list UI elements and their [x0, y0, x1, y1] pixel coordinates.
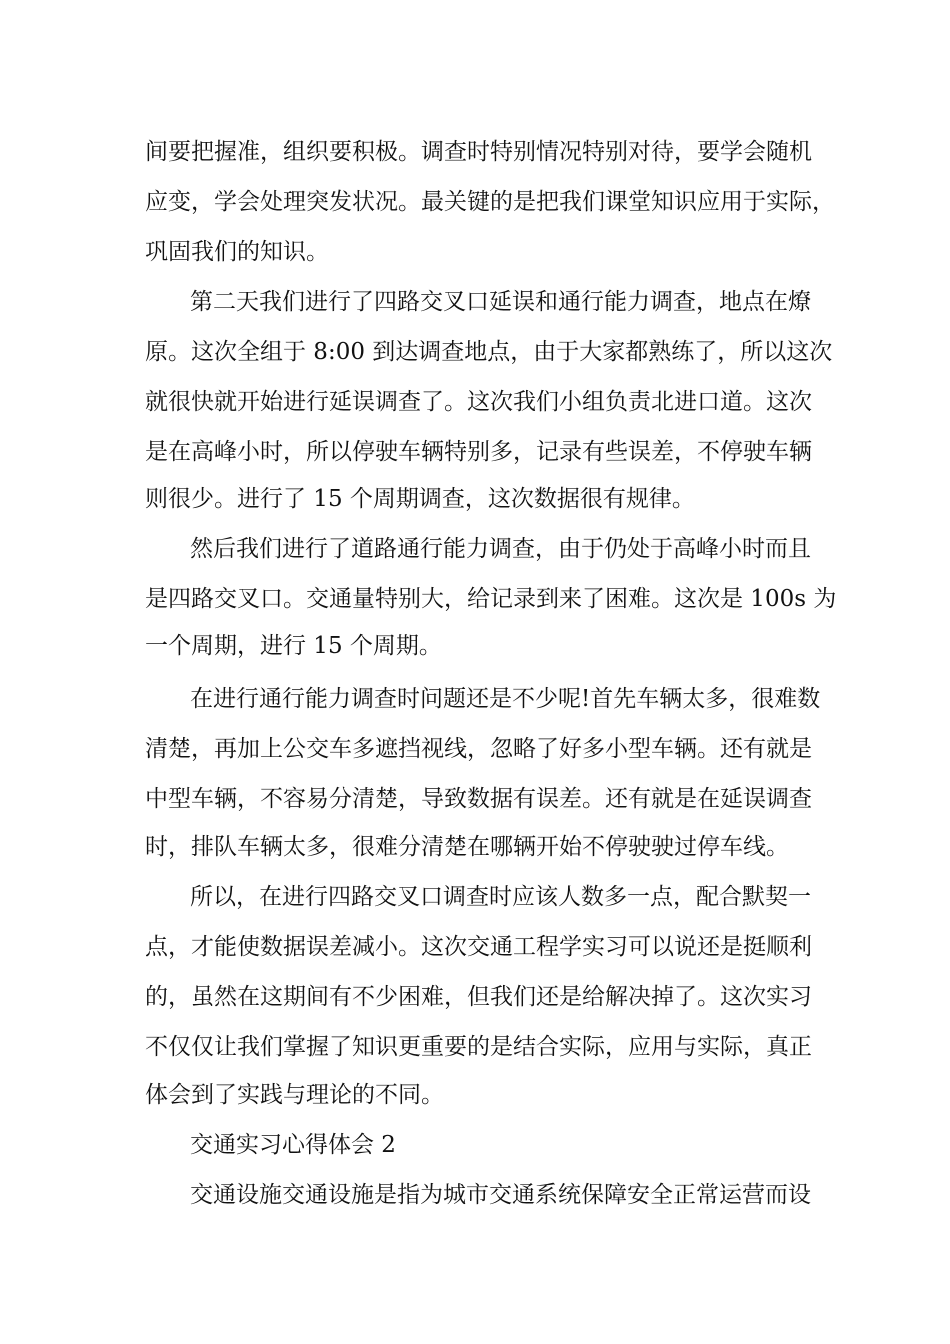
text-line	[0, 724, 950, 774]
line-text: 然后我们进行了道路通行能力调查，由于仍处于高峰小时而且	[190, 536, 811, 562]
line-text: 第二天我们进行了四路交叉口延误和通行能力调查，地点在燎	[190, 289, 811, 315]
text-line	[0, 1022, 950, 1072]
line-text: 应变，学会处理突发状况。最关键的是把我们课堂知识应用于实际，	[145, 189, 835, 215]
text-line	[0, 377, 950, 427]
line-text: 时，排队车辆太多，很难分清楚在哪辆开始不停驶驶过停车线。	[145, 834, 789, 860]
text-line	[0, 674, 950, 724]
section-heading-text: 交通实习心得体会 2	[190, 1132, 396, 1158]
text-line	[0, 277, 950, 327]
text-line	[0, 774, 950, 824]
text-line	[0, 524, 950, 574]
line-text: 不仅仅让我们掌握了知识更重要的是结合实际，应用与实际，真正	[145, 1034, 812, 1060]
text-line	[0, 972, 950, 1022]
text-line	[0, 1170, 950, 1220]
line-text: 就很快就开始进行延误调查了。这次我们小组负责北进口道。这次	[145, 389, 812, 415]
text-line	[0, 127, 950, 177]
text-line	[0, 427, 950, 477]
text-line	[0, 872, 950, 922]
line-text: 的，虽然在这期间有不少困难，但我们还是给解决掉了。这次实习	[145, 984, 812, 1010]
text-line	[0, 474, 950, 524]
line-text: 原。这次全组于 8:00 到达调查地点，由于大家都熟练了，所以这次	[145, 339, 833, 365]
line-text: 一个周期，进行 15 个周期。	[145, 633, 442, 659]
line-text: 所以，在进行四路交叉口调查时应该人数多一点，配合默契一	[190, 884, 811, 910]
section-heading	[0, 1120, 950, 1170]
line-text: 是四路交叉口。交通量特别大，给记录到来了困难。这次是 100s 为	[145, 586, 837, 612]
text-line	[0, 227, 950, 277]
line-text: 巩固我们的知识。	[145, 239, 329, 265]
line-text: 体会到了实践与理论的不同。	[145, 1082, 444, 1108]
text-line	[0, 574, 950, 624]
text-line	[0, 1070, 950, 1120]
line-text: 间要把握准，组织要积极。调查时特别情况特别对待，要学会随机	[145, 139, 812, 165]
text-line	[0, 177, 950, 227]
text-line	[0, 327, 950, 377]
line-text: 中型车辆，不容易分清楚，导致数据有误差。还有就是在延误调查	[145, 786, 812, 812]
line-text: 点，才能使数据误差减小。这次交通工程学实习可以说还是挺顺利	[145, 934, 812, 960]
line-text: 是在高峰小时，所以停驶车辆特别多，记录有些误差，不停驶车辆	[145, 439, 812, 465]
line-text: 则很少。进行了 15 个周期调查，这次数据很有规律。	[145, 486, 695, 512]
line-text: 清楚，再加上公交车多遮挡视线，忽略了好多小型车辆。还有就是	[145, 736, 812, 762]
text-line	[0, 621, 950, 671]
text-line	[0, 922, 950, 972]
line-text: 在进行通行能力调查时问题还是不少呢!首先车辆太多，很难数	[190, 686, 821, 712]
text-line	[0, 822, 950, 872]
line-text: 交通设施交通设施是指为城市交通系统保障安全正常运营而设	[190, 1182, 811, 1208]
